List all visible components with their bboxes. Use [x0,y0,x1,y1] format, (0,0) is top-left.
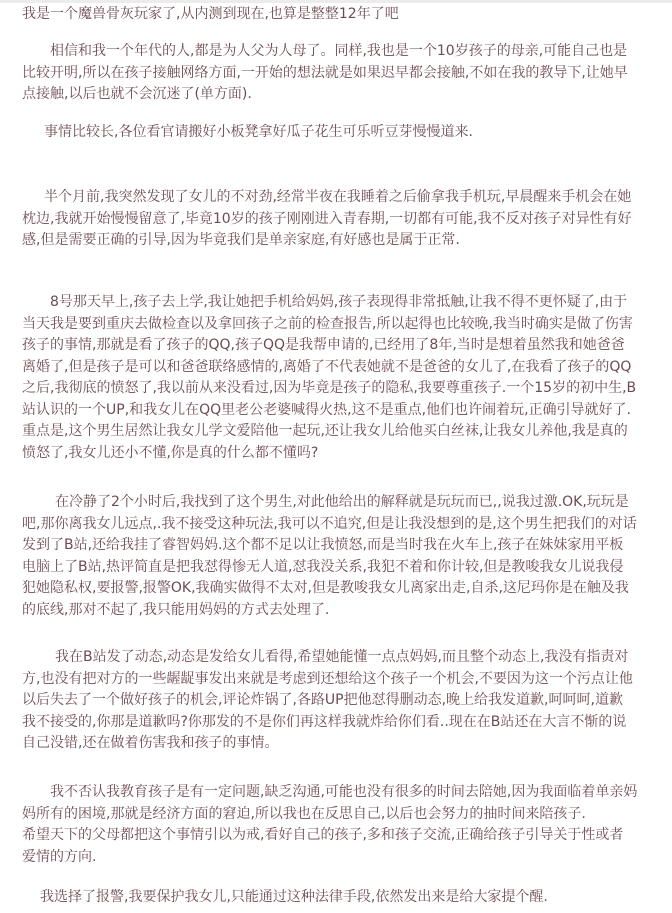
text-line: 吧,那你离我女儿远点,.我不接受这种玩法,我可以不追究,但是让我没想到的是,这个男生把我们的对话 [22,515,637,532]
text-line: 电脑上了B站,热评简直是把我怼得惨无人道,怼我没关系,我犯不着和你计较,但是教唆我女儿说我侵 [22,558,624,575]
text-line: 孩子的事情,那就是看了孩子的QQ,孩子QQ是我帮申请的,已经用了8年,当时是想着虽然我和她爸爸 [22,337,625,353]
text-line: 我不接受的,你那是道歉吗?你那发的不是你们再这样我就炸给你们看..现在在B站还在大言不惭的说 [22,713,627,730]
paragraph [22,887,658,909]
text-line: 妈所有的困境,那就是经济方面的窘迫,所以我也在反思自己,以后也会努力的抽时间来陪孩子. [22,805,586,822]
text-line: 离婚了,但是孩子是可以和爸爸联络感情的,离婚了不代表她就不是爸爸的女儿了,在我看了孩子的QQ [22,358,632,375]
paragraph [22,4,658,26]
text-line: 发到了B站,还给我挂了睿智妈妈.这个都不足以让我愤怒,而是当时我在火车上,孩子在妹妹家用平板 [22,537,624,553]
text-line: 站认识的一个UP,和我女儿在QQ里老公老婆喊得火热,这不是重点,他们也许闹着玩,正确引导就好了. [22,401,631,418]
paragraph [22,647,658,755]
text-line: 我不否认我教育孩子是有一定问题,缺乏沟通,可能也没有很多的时间去陪她,因为我面临着单亲妈 [50,784,638,800]
text-line: 愤怒了,我女儿还小不懂,你是真的什么都不懂吗? [22,444,319,461]
text-line: 感,但是需要正确的引导,因为毕竟我们是单亲家庭,有好感也是属于正常. [22,232,460,248]
text-line: 重点是,这个男生居然让我女儿学文爱陪他一起玩,还让我女儿给他买白丝袜,让我女儿养他,我是真的 [22,423,628,439]
text-line: 我在B站发了动态,动态是发给女儿看得,希望她能懂一点点妈妈,而且整个动态上,我没有指责对 [55,649,629,665]
text-line: 相信和我一个年代的人,都是为人父为人母了。同样,我也是一个10岁孩子的母亲,可能自己也是 [50,43,628,59]
text-line: 希望天下的父母都把这个事情引以为戒,看好自己的孩子,多和孩子交流,正确给孩子引导关于性或者 [22,827,624,843]
paragraph [22,292,658,464]
text-line: 爱情的方向. [22,848,97,865]
paragraph [22,782,658,868]
text-line: 自己没错,还在做着伤害我和孩子的事情。 [22,735,279,751]
top-divider [0,0,672,3]
text-line: 以后失去了一个做好孩子的机会,评论炸锅了,各路UP把他怼得删动态,晚上给我发道歉,呵呵呵,道歉 [22,692,623,708]
text-line: 当天我是要到重庆去做检查以及拿回孩子之前的检查报告,所以起得也比较晚,我当时确实是做了伤害 [22,315,633,332]
text-line: 比较开明,所以在孩子接触网络方面,一开始的想法就是如果迟早都会接触,不如在我的教导下,让她早 [22,64,628,81]
paragraph [22,41,658,106]
text-line: 枕边,我就开始慢慢留意了,毕竟10岁的孩子刚刚进入青春期,一切都有可能,我不反对孩子对异性有好 [22,210,632,227]
text-line: 的底线,那对不起了,我只能用妈妈的方式去处理了. [22,601,330,618]
paragraph [22,122,658,144]
text-line: 8号那天早上,孩子去上学,我让她把手机给妈妈,孩子表现得非常抵触,让我不得不更怀疑了,由于 [50,294,628,310]
text-line: 犯她隐私权,要报警,报警OK,我确实做得不太对,但是教唆我女儿离家出走,自杀,这尼玛你是在触及我 [22,580,629,596]
text-line: 之后,我彻底的愤怒了,我以前从来没看过,因为毕竟是孩子的隐私,我要尊重孩子.一个15岁的初中生,B [22,380,637,396]
text-line: 方,也没有把对方的一些龌龊事发出来就是考虑到还想给这个孩子一个机会,不要因为这一个污点让他 [22,670,633,687]
paragraph [22,492,658,621]
text-line: 我选择了报警,我要保护我女儿,只能通过这种法律手段,依然发出来是给大家提个醒. [40,889,548,905]
text-line: 半个月前,我突然发现了女儿的不对劲,经常半夜在我睡着之后偷拿我手机玩,早晨醒来手机会在她 [44,189,632,205]
text-line: 事情比较长,各位看官请搬好小板凳拿好瓜子花生可乐听豆芽慢慢道来. [44,124,473,140]
text-line: 我是一个魔兽骨灰玩家了,从内测到现在,也算是整整12年了吧 [22,6,399,22]
text-line: 点接触,以后也就不会沉迷了(单方面). [22,86,252,102]
paragraph [22,187,658,252]
text-line: 在冷静了2个小时后,我找到了这个男生,对此他给出的解释就是玩玩而已,,说我过激.OK,玩玩是 [55,494,629,510]
